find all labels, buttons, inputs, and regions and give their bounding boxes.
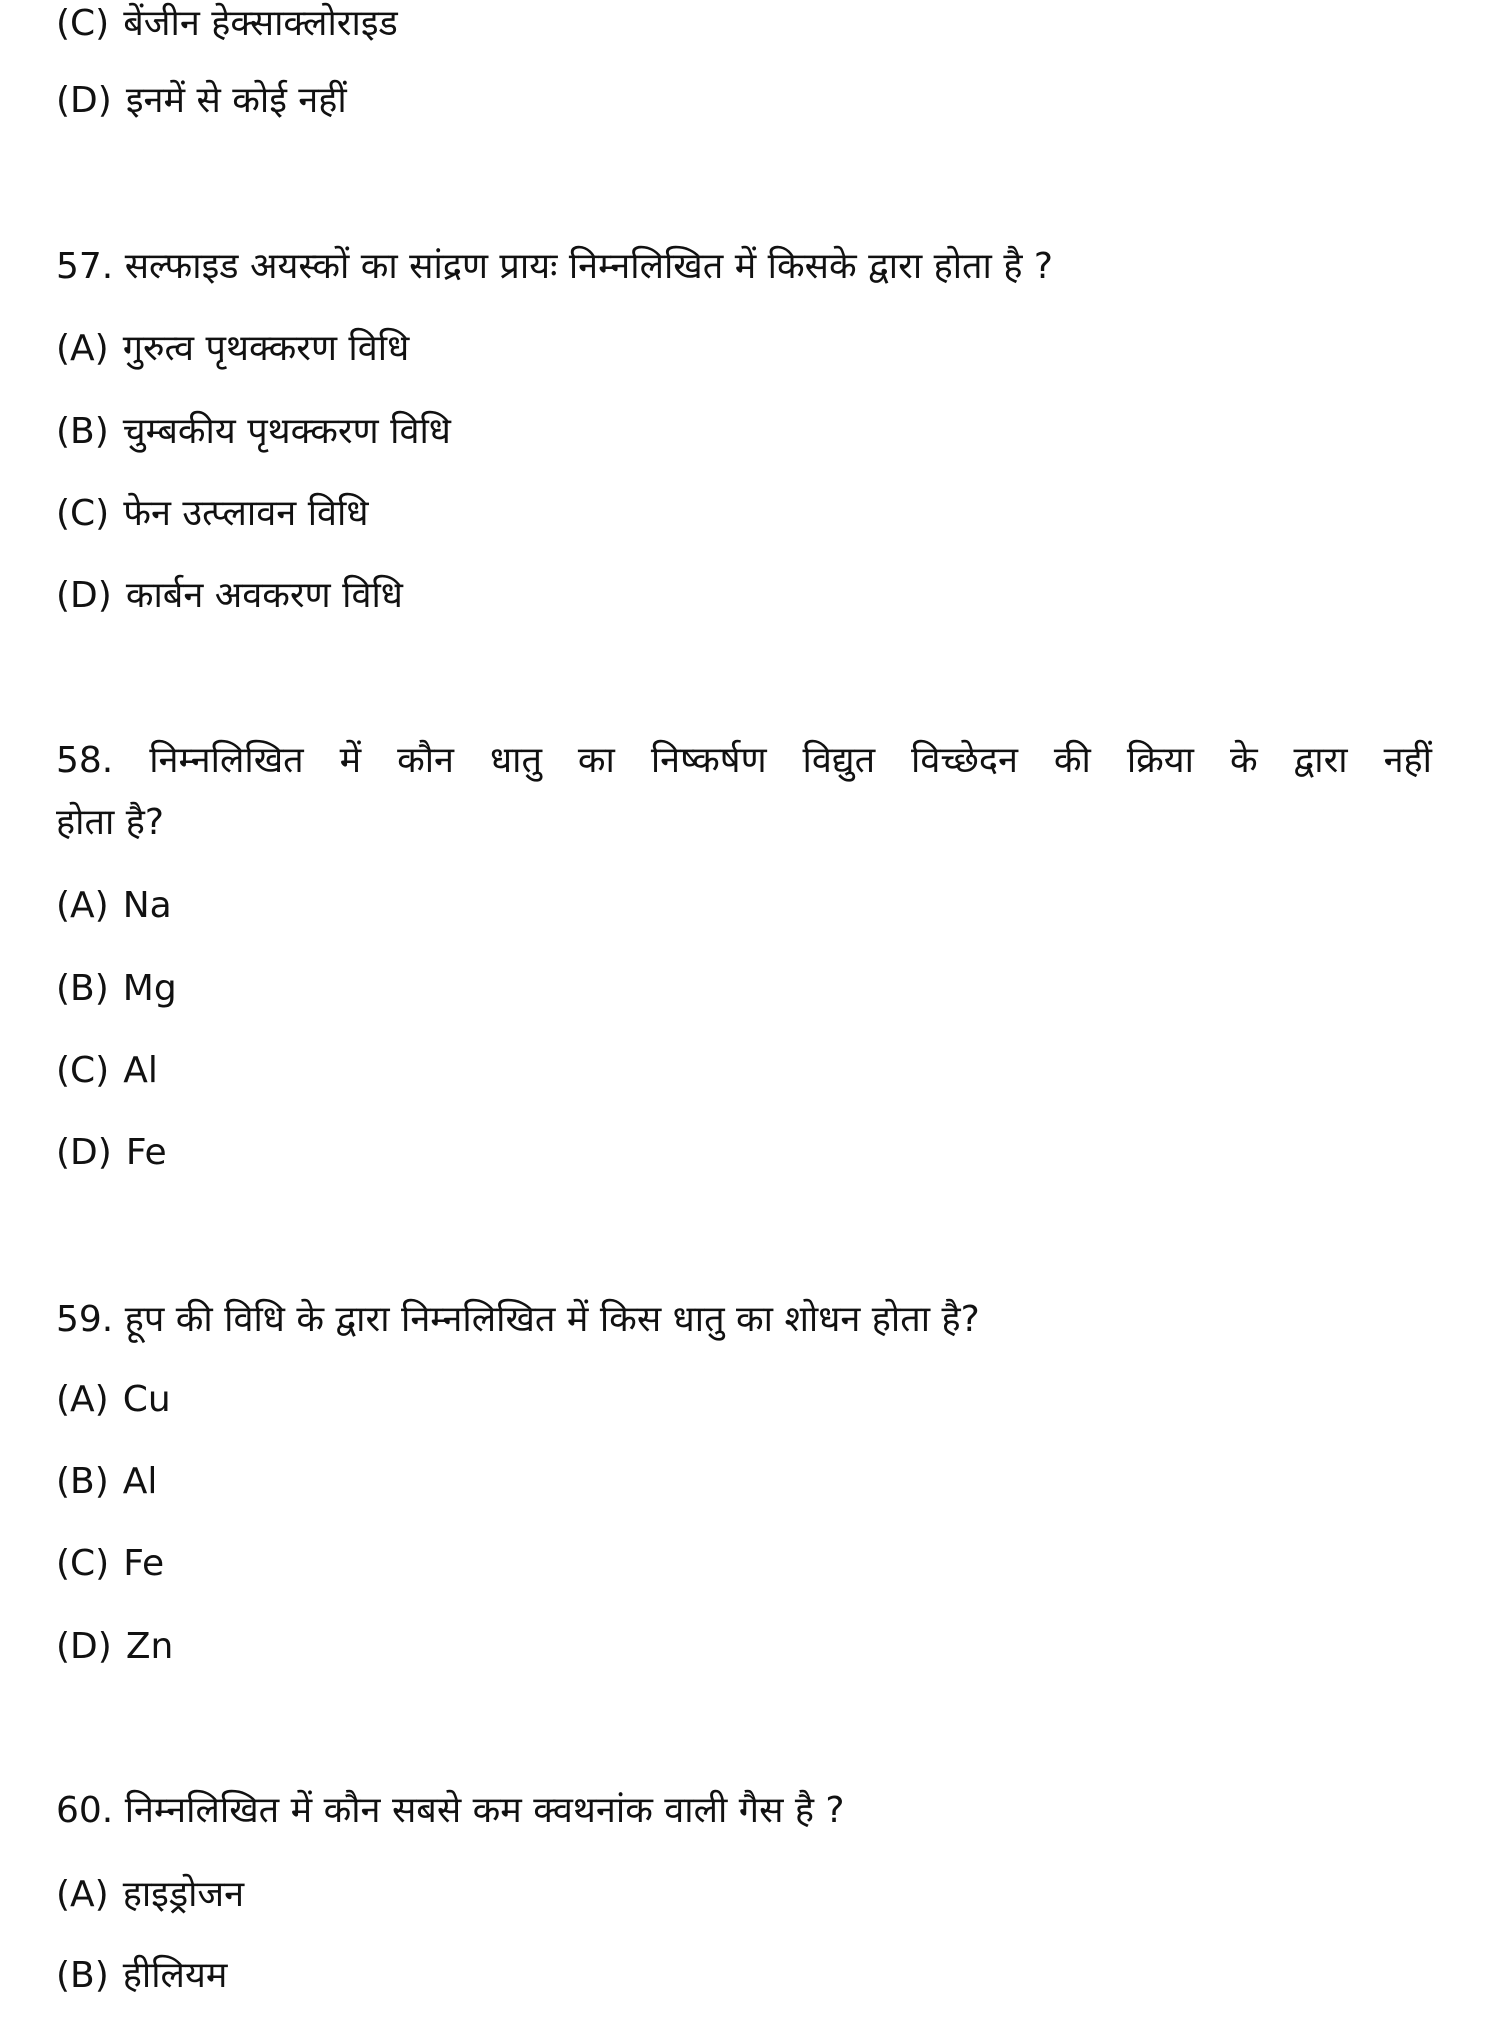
option-59-a (56, 1376, 171, 1424)
option-text: बेंजीन हेक्साक्लोराइड (123, 3, 398, 44)
option-text: Fe (125, 1132, 167, 1173)
question-text: निम्नलिखित में कौन सबसे कम क्वथनांक वाली गैस है ? (124, 1790, 845, 1831)
option-label: (C) (56, 1543, 110, 1584)
option-text: Cu (122, 1379, 171, 1420)
question-58-cont (56, 799, 164, 847)
question-number: 58. (56, 740, 114, 781)
option-60-b (56, 1952, 227, 2000)
option-label: (C) (56, 493, 110, 534)
option-text: फेन उत्प्लावन विधि (123, 493, 369, 534)
question-58 (56, 737, 1432, 785)
option-text: Al (123, 1050, 158, 1091)
question-text: निम्नलिखित में कौन धातु का निष्कर्षण विद्युत विच्छेदन की क्रिया के द्वारा नहीं (149, 740, 1432, 781)
option-57-b (56, 408, 451, 456)
question-number: 60. (56, 1790, 114, 1831)
option-text: Al (122, 1461, 158, 1502)
option-label: (B) (56, 1461, 109, 1502)
option-57-c (56, 490, 369, 538)
option-label: (B) (56, 1955, 109, 1996)
option-text: इनमें से कोई नहीं (125, 80, 347, 121)
option-57-a (56, 325, 409, 373)
option-label: (A) (56, 328, 109, 369)
option-label: (A) (56, 1379, 109, 1420)
option-label: (B) (56, 968, 109, 1009)
option-text: चुम्बकीय पृथक्करण विधि (122, 411, 451, 452)
option-label: (B) (56, 411, 109, 452)
option-label: (A) (56, 885, 109, 926)
option-label: (D) (56, 1132, 112, 1173)
question-text: हूप की विधि के द्वारा निम्नलिखित में किस धातु का शोधन होता है? (124, 1299, 980, 1340)
option-text: गुरुत्व पृथक्करण विधि (122, 328, 410, 369)
option-label: (C) (56, 3, 110, 44)
option-label: (D) (56, 80, 112, 121)
prev-option-d (56, 77, 347, 125)
option-label: (C) (56, 1050, 110, 1091)
question-60 (56, 1787, 845, 1835)
option-text: हाइड्रोजन (122, 1874, 245, 1915)
option-text: Mg (122, 968, 177, 1009)
option-text: Na (122, 885, 172, 926)
question-number: 59. (56, 1299, 114, 1340)
option-text: Fe (123, 1543, 165, 1584)
option-text: कार्बन अवकरण विधि (125, 575, 403, 616)
option-58-d (56, 1129, 167, 1177)
question-text-cont: होता है? (56, 802, 164, 843)
prev-option-c (56, 0, 398, 48)
option-57-d (56, 572, 403, 620)
option-label: (A) (56, 1874, 109, 1915)
option-59-d (56, 1623, 173, 1671)
option-58-a (56, 882, 172, 930)
option-label: (D) (56, 1626, 112, 1667)
option-text: Zn (125, 1626, 174, 1667)
question-number: 57. (56, 246, 114, 287)
question-text: सल्फाइड अयस्कों का सांद्रण प्रायः निम्नलिखित में किसके द्वारा होता है ? (124, 246, 1053, 287)
question-57 (56, 243, 1053, 291)
option-59-b (56, 1458, 157, 1506)
option-text: हीलियम (122, 1955, 228, 1996)
option-label: (D) (56, 575, 112, 616)
option-59-c (56, 1540, 164, 1588)
option-58-b (56, 965, 177, 1013)
question-59 (56, 1296, 980, 1344)
option-60-a (56, 1871, 244, 1919)
option-58-c (56, 1047, 158, 1095)
